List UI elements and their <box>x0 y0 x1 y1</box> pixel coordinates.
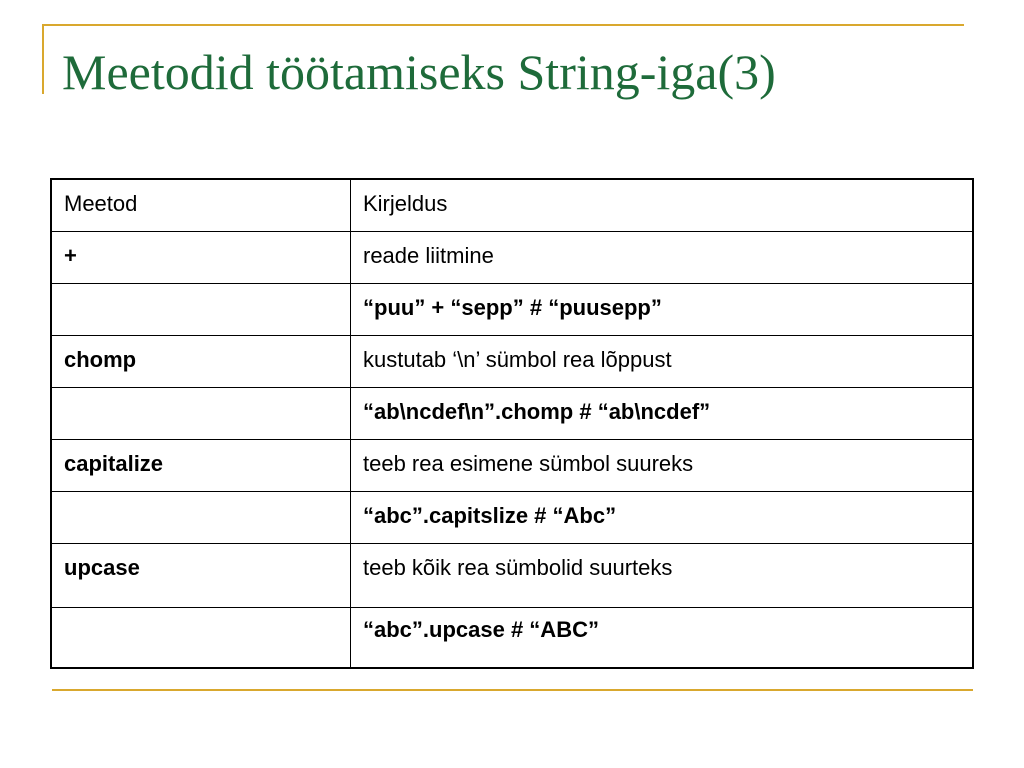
description-cell: kustutab ‘\n’ sümbol rea lõppust <box>351 336 974 388</box>
table-row <box>51 388 973 440</box>
table-row <box>51 284 973 336</box>
slide-title: Meetodid töötamiseks String-iga(3) <box>62 44 776 100</box>
bottom-accent-line <box>52 689 973 691</box>
method-cell: + <box>51 232 351 284</box>
description-cell: teeb rea esimene sümbol suureks <box>351 440 974 492</box>
table-row <box>51 492 973 544</box>
description-cell: reade liitmine <box>351 232 974 284</box>
method-cell <box>51 608 351 669</box>
table-header-row <box>51 179 973 232</box>
method-cell: upcase <box>51 544 351 608</box>
top-accent-line <box>42 24 964 26</box>
table-row <box>51 336 973 388</box>
table-row <box>51 232 973 284</box>
method-cell: chomp <box>51 336 351 388</box>
header-description-cell: Kirjeldus <box>351 179 974 232</box>
methods-table <box>50 178 974 669</box>
table-row <box>51 608 973 669</box>
method-cell <box>51 284 351 336</box>
method-cell <box>51 388 351 440</box>
description-cell: teeb kõik rea sümbolid suurteks <box>351 544 974 608</box>
method-cell: capitalize <box>51 440 351 492</box>
header-method-cell: Meetod <box>51 179 351 232</box>
method-cell <box>51 492 351 544</box>
table-row <box>51 440 973 492</box>
example-cell: “abc”.capitslize # “Abc” <box>351 492 974 544</box>
example-cell: “ab\ncdef\n”.chomp # “ab\ncdef” <box>351 388 974 440</box>
example-cell: “puu” + “sepp” # “puusepp” <box>351 284 974 336</box>
example-cell: “abc”.upcase # “ABC” <box>351 608 974 669</box>
left-accent-line <box>42 24 44 94</box>
table-row <box>51 544 973 608</box>
